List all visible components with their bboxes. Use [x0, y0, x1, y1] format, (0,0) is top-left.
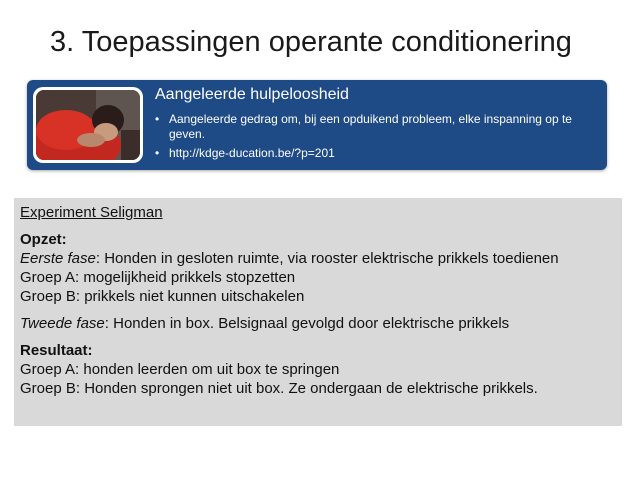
fase2-text: : Honden in box. Belsignaal gevolgd door elektrische prikkels [104, 315, 510, 332]
groep-a-setup: Groep A: mogelijkheid prikkels stopzetten [20, 269, 296, 286]
sad-person-photo [36, 90, 140, 160]
opzet-label: Opzet: [20, 231, 67, 248]
banner-bullet-item [155, 112, 595, 142]
experiment-content [20, 203, 620, 398]
groep-b-setup: Groep B: prikkels niet kunnen uitschakelen [20, 288, 305, 305]
bullet-icon: • [155, 112, 160, 126]
photo-frame [33, 87, 143, 163]
banner-heading: Aangeleerde hulpeloosheid [155, 86, 349, 103]
fase2-line [20, 314, 620, 333]
bullet-icon: • [155, 146, 160, 160]
experiment-heading: Experiment Seligman [20, 204, 163, 221]
bullet-text: Aangeleerde gedrag om, bij een opduikend probleem, elke inspanning op te geven. [169, 112, 572, 141]
resultaat-label: Resultaat: [20, 342, 93, 359]
fase1-text: : Honden in gesloten ruimte, via rooster elektrische prikkels toedienen [95, 250, 559, 267]
groep-a-result: Groep A: honden leerden om uit box te springen [20, 361, 340, 378]
banner-bullet-item [155, 146, 595, 161]
banner-bullet-list [155, 112, 595, 165]
groep-b-result: Groep B: Honden sprongen niet uit box. Ze ondergaan de elektrische prikkels. [20, 380, 538, 397]
fase1-line [20, 249, 620, 268]
fase1-label: Eerste fase [20, 250, 96, 267]
experiment-box [14, 198, 622, 426]
fase2-label: Tweede fase [20, 315, 105, 332]
bullet-link-text[interactable]: http://kdge-ducation.be/?p=201 [169, 146, 335, 160]
info-banner [27, 80, 607, 170]
slide-title: 3. Toepassingen operante conditionering [50, 26, 572, 58]
